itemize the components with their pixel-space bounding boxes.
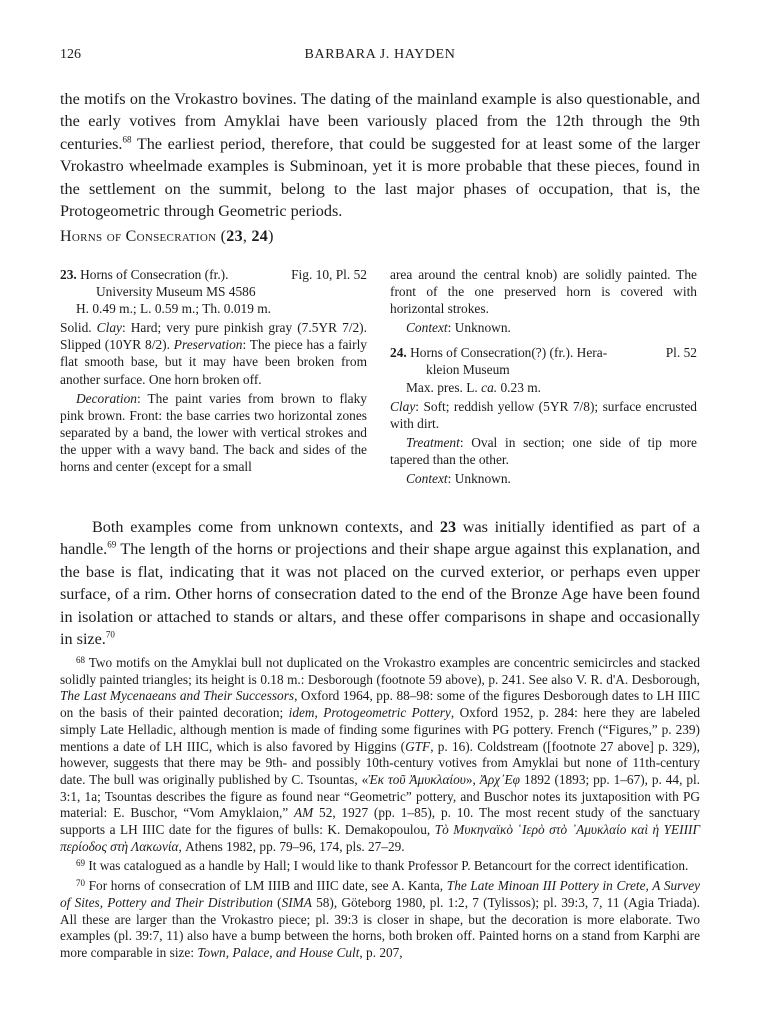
fn68-i3: GTF [405, 738, 431, 754]
entry-23-fabric-b: : Hard; very pure pinkish gray (7.5YR 7/2). Slipped (10YR 8/2). [60, 320, 367, 353]
footnote-70-number: 70 [76, 878, 85, 889]
entry-24-treatment [390, 434, 697, 468]
entry-23-clay-label: Clay [96, 320, 122, 336]
page-number: 126 [60, 47, 81, 62]
entry-23-title: Horns of Consecration (fr.). [76, 267, 229, 282]
fn68-i4: AM [294, 805, 314, 821]
fn68-d: , p. 16). Coldstream ([footnote 27 above] p. 329), however, suggests that there may be 9th- and possibly 10th-century votives from Amyklai but none of 11th-century date. The bull was originally published by C. Tsountas, « [60, 738, 700, 787]
entry-24-meas-a: Max. pres. L. [406, 379, 482, 395]
section-open: ( [216, 228, 227, 245]
entry-23-preservation-label: Preservation [173, 337, 243, 353]
entry-24-measurements [390, 379, 697, 396]
catalogue-entry-24-heading [390, 344, 697, 378]
section-cat-23: 23 [226, 228, 243, 245]
entry-24-title: Horns of Consecration(?) (fr.). Hera- [406, 345, 608, 361]
fn70-b: ( [272, 894, 282, 910]
fn70-d: , p. 207, [359, 944, 403, 960]
footnote-69-number: 69 [76, 858, 85, 869]
entry-24-meas-b: 0.23 m. [497, 379, 542, 395]
fn68-greek-1: Ἐκ τοῦ Ἀμυκλαίου [368, 771, 466, 787]
entry-23-decoration-a: : The paint varies from brown to flaky pink brown. Front: the base carries two horizontal zones separated by a band, the lower with vertical strokes and the upper with a wavy band. The back and sides of the horns and center (except for a small [60, 390, 367, 475]
footnote-69 [60, 855, 700, 875]
entry-23-context-value: : Unknown. [447, 320, 511, 336]
entry-24-treatment-value: : Oval in section; one side of tip more tapered than the other. [390, 434, 697, 467]
entry-24-figure-ref: Pl. 52 [665, 345, 697, 361]
section-heading [60, 228, 274, 246]
entry-24-location: kleion Museum [426, 362, 510, 378]
footnote-ref-68[interactable]: 68 [122, 134, 132, 145]
fn68-g: 52, 1927 (pp. 1–85), p. 10. The most recent study of the sanctuary supports a LH IIIC date for the figures of bulls: K. Demakopoulou, [60, 805, 700, 838]
fn68-greek-3: Τὸ Μυκηναϊκὸ ῾Ιερὸ στὸ ᾽Αμυκλαίο καὶ ἡ ΥΕΙΙΙΓ περίοδος στὴ Λακωνία [60, 822, 701, 854]
entry-24-clay-label: Clay [390, 398, 416, 414]
entry-23-figure-ref: Fig. 10, Pl. 52 [291, 267, 367, 282]
entry-24-meas-ca: ca. [481, 379, 498, 395]
fn70-c: 58), Göteborg 1980, pl. 1:2, 7 (Tylissos); pl. 39:3, 7, 11 (Agia Triada). All these are larger than the Vrokastro piece; pl. 39:3 is closer in shape, but the decoration is more elaborate. Two examples (pl. 39:7, 11) also have a bump between the horns, both broken off. Painted horns on a stand from Karphi are more comparable in size: [60, 894, 700, 960]
fn68-greek-2: Ἀρχ᾽Εφ [479, 771, 521, 787]
page-header [60, 47, 700, 67]
discussion-cat-23: 23 [439, 518, 457, 536]
entry-23-fabric-c: : The piece has a fairly flat smooth base, but it may have been broken from another surface. One horn broken off. [60, 337, 367, 387]
entry-24-clay [390, 398, 697, 432]
section-sep: , [242, 228, 252, 245]
entry-24-treatment-label: Treatment [406, 434, 460, 450]
section-cat-24: 24 [251, 228, 269, 245]
footnotes [60, 652, 700, 962]
fn68-i1: The Last Mycenaeans and Their Successors [60, 688, 295, 704]
entry-23-context-label: Context [406, 320, 448, 336]
fn69-text: It was catalogued as a handle by Hall; I would like to thank Professor P. Betancourt for the correct identification. [85, 858, 689, 874]
footnote-68 [60, 652, 700, 855]
section-close: ) [268, 228, 274, 245]
entry-23-fabric-a: Solid. [60, 320, 97, 336]
entry-23-decoration [60, 390, 367, 475]
intro-text-1: the motifs on the Vrokastro bovines. The dating of the mainland example is also questionable, and the early votives from Amyklai have been variously placed from the 12th through the 9th centuries. [60, 90, 700, 153]
section-title: Horns of Consecration [60, 228, 217, 245]
entry-23-decoration-label: Decoration [76, 390, 137, 406]
entry-24-context-label: Context [406, 471, 448, 487]
fn68-a: Two motifs on the Amyklai bull not duplicated on the Vrokastro examples are concentric semicircles and stacked solidly painted triangles; its height is 0.18 m.: Desborough (footnote 59 above), p. 241. See also V. R. d'A. Desborough, [60, 655, 700, 687]
footnote-ref-69[interactable]: 69 [107, 540, 117, 551]
intro-text-2: The earliest period, therefore, that could be suggested for at least some of the larger Vrokastro wheelmade examples is Subminoan, yet it is more probable that these pieces, found in the settlement on the summit, belong to the last major phases of occupation, that is, the Protogeometric through Geometric periods. [60, 134, 700, 221]
footnote-70 [60, 875, 700, 962]
footnote-68-number: 68 [76, 655, 85, 665]
entry-23-fabric [60, 319, 367, 387]
discussion-paragraph [60, 516, 700, 650]
entry-24-context-value: : Unknown. [447, 471, 511, 487]
entry-24-clay-value: : Soft; reddish yellow (5YR 7/8); surface encrusted with dirt. [390, 398, 697, 431]
entry-23-decoration-b: area around the central knob) are solidly painted. The front of the one preserved horn is covered with horizontal strokes. [390, 267, 697, 317]
catalogue-column-left [60, 266, 367, 477]
fn68-b: , Oxford 1964, pp. 88–98: some of the figures Desborough dates to LH IIIC on the basis of their painted decoration; [60, 688, 700, 721]
discussion-text-b: was initially identified as part of a handle. [60, 518, 700, 559]
fn70-i2: SIMA [281, 894, 312, 910]
catalogue-column-right [390, 266, 697, 489]
entry-24-context [390, 470, 697, 487]
catalogue-entry-23-heading [60, 266, 367, 300]
footnote-ref-70[interactable]: 70 [105, 629, 115, 640]
entry-24-number: 24. [390, 345, 407, 361]
fn68-h: , Athens 1982, pp. 79–96, 174, pls. 27–29. [178, 838, 405, 854]
intro-paragraph [60, 88, 700, 222]
fn68-f: 1892 (1893; pp. 1–67), p. 44, pl. 3:1, 1a; Tsountas describes the figure as found near “Geometric” pottery, and Buschor notes its juxtaposition with PG material: E. Buschor, “Vom Amyklaion,” [60, 771, 700, 821]
running-head: BARBARA J. HAYDEN [304, 47, 456, 62]
fn68-c: , Oxford 1952, p. 284: here they are labeled simply Late Helladic, although mention is made of finding some figurines with PG pottery. French (“Figures,” p. 239) mentions a date of LH IIIC, which is also favored by Higgins ( [60, 705, 701, 754]
fn70-i1: The Late Minoan III Pottery in Crete, A Survey of Sites, Pottery and Their Distribution [60, 878, 700, 910]
entry-23-context [390, 319, 697, 336]
discussion-text-c: The length of the horns or projections and their shape argue against this explanation, and the base is flat, indicating that it was not placed on the curved exterior, or perhaps even upper surface, of a rim. Other horns of consecration dated to the end of the Bronze Age have been found in isolation or attached to stands or altars, and these offer comparisons in shape and occasionally in size. [60, 540, 700, 649]
entry-23-location: University Museum MS 4586 [96, 284, 256, 300]
entry-23-measurements: H. 0.49 m.; L. 0.59 m.; Th. 0.019 m. [76, 301, 272, 317]
discussion-text-a: Both examples come from unknown contexts, and [92, 518, 440, 536]
entry-23-number: 23. [60, 267, 77, 282]
fn70-a: For horns of consecration of LM IIIB and IIIC date, see A. Kanta, [85, 878, 447, 894]
fn68-i2: idem, Protogeometric Pottery [288, 705, 451, 721]
fn68-e: », [465, 771, 480, 787]
fn70-i3: Town, Palace, and House Cult [197, 944, 360, 960]
